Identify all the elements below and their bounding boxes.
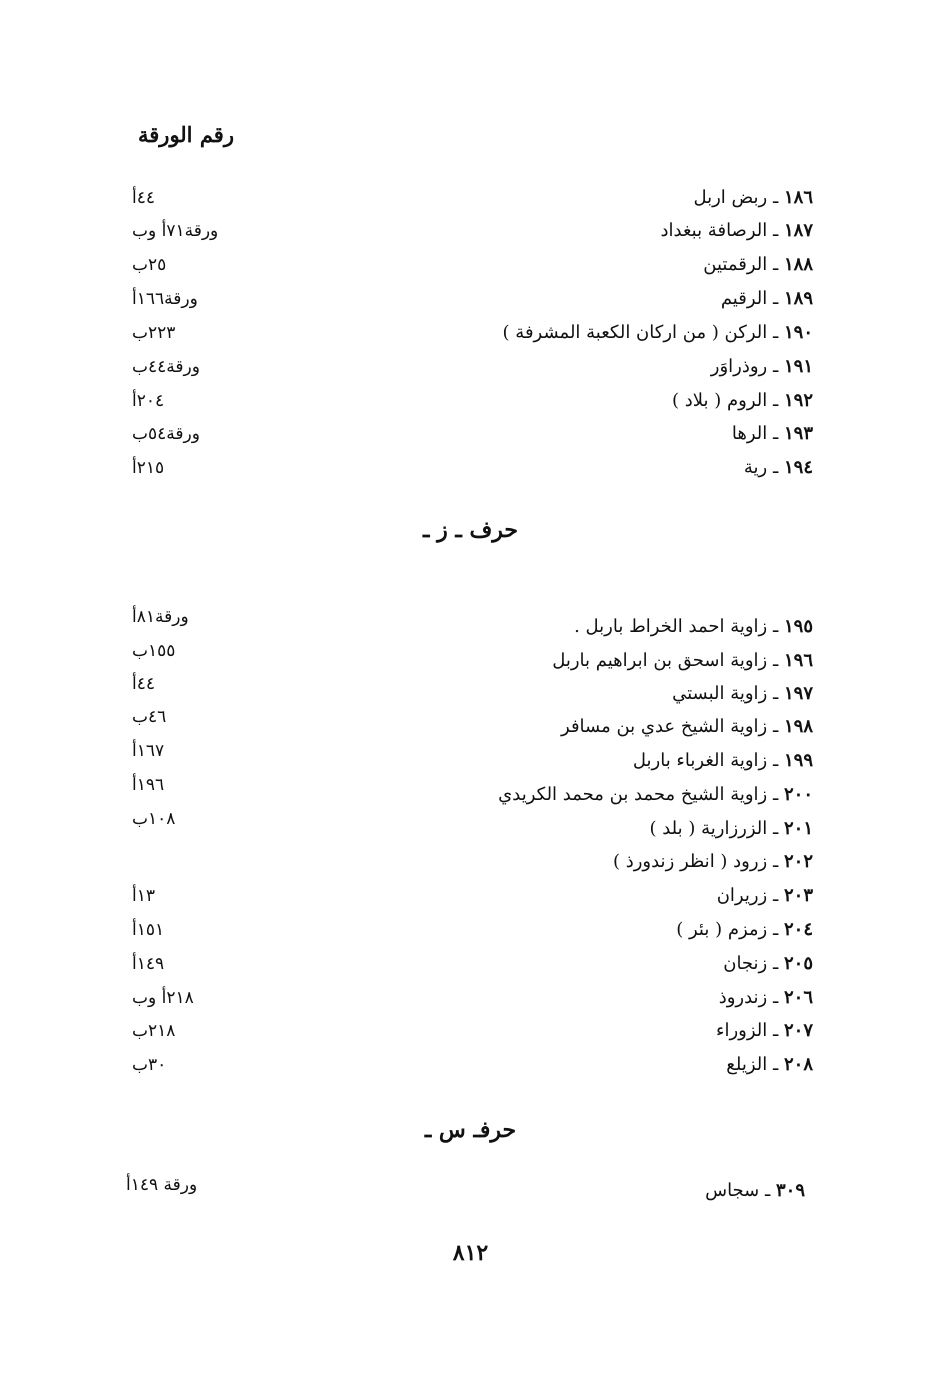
entry-text bbox=[723, 949, 813, 979]
folio-ref: ١٦٧أ bbox=[132, 741, 165, 761]
list-item bbox=[0, 250, 941, 280]
entry-name: ـ زاوية احمد الخراط باربل . bbox=[574, 616, 779, 637]
list-item bbox=[0, 419, 941, 449]
entry-text bbox=[705, 1176, 805, 1206]
folio-ref: ٢٥ب bbox=[132, 255, 167, 275]
entry-number: ١٩٤ bbox=[783, 457, 813, 478]
entry-number: ٢٠١ bbox=[783, 818, 813, 839]
entry-number: ١٩٩ bbox=[783, 750, 813, 771]
entry-name: ـ الرقمتين bbox=[703, 254, 779, 275]
entry-number: ١٨٦ bbox=[783, 187, 813, 208]
entry-name: ـ الروم ( بلاد ) bbox=[672, 390, 779, 411]
entry-text bbox=[711, 352, 813, 382]
entry-text bbox=[552, 646, 813, 676]
folio-ref: ورقة١٦٦أ bbox=[132, 289, 198, 309]
entry-text bbox=[561, 712, 813, 742]
entry-number: ١٩٢ bbox=[783, 390, 813, 411]
entry-number: ١٩٥ bbox=[783, 616, 813, 637]
folio-ref: ورقة٤٤ب bbox=[132, 357, 200, 377]
section-heading: حرف ـ ز ـ bbox=[422, 517, 519, 543]
folio-ref: ٢٠٤أ bbox=[132, 391, 165, 411]
entry-name: ـ زمزم ( بئر ) bbox=[676, 919, 779, 940]
entry-text bbox=[574, 612, 813, 642]
entry-text bbox=[672, 679, 813, 709]
entry-text bbox=[613, 847, 813, 877]
entry-name: ـ زندروذ bbox=[718, 987, 779, 1008]
entry-text bbox=[726, 1050, 813, 1080]
folio-ref: ورقة٧١أ وب bbox=[132, 221, 219, 241]
entry-text bbox=[716, 1016, 813, 1046]
list-item bbox=[0, 1050, 941, 1080]
entry-number: ٣٠٩ bbox=[775, 1180, 805, 1201]
list-item bbox=[0, 949, 941, 979]
list-item bbox=[0, 386, 941, 416]
section-heading: حرفـ س ـ bbox=[424, 1117, 517, 1143]
entry-name: ـ زنجان bbox=[723, 953, 779, 974]
entry-name: ـ ربض اربل bbox=[693, 187, 779, 208]
list-item bbox=[0, 284, 941, 314]
entry-number: ٢٠٥ bbox=[783, 953, 813, 974]
folio-ref: ورقة٨١أ bbox=[132, 607, 189, 627]
entry-number: ٢٠٧ bbox=[783, 1020, 813, 1041]
entry-name: ـ الرقيم bbox=[720, 288, 779, 309]
list-item bbox=[0, 318, 941, 348]
entry-number: ٢٠٠ bbox=[783, 784, 813, 805]
entry-number: ١٩٠ bbox=[783, 322, 813, 343]
folio-ref: ٢٢٣ب bbox=[132, 323, 176, 343]
folio-ref: ٤٤أ bbox=[132, 188, 155, 208]
entry-name: ـ زاوية الغرباء باربل bbox=[632, 750, 779, 771]
entry-name: ـ روذراوَر bbox=[710, 356, 779, 377]
folio-ref: ١٤٩أ bbox=[132, 954, 165, 974]
entry-number: ١٩٧ bbox=[783, 683, 813, 704]
folio-ref: ٤٤أ bbox=[132, 674, 155, 694]
folio-ref: ورقة ١٤٩أ bbox=[126, 1175, 198, 1195]
entry-text bbox=[672, 386, 813, 416]
page-number: ٨١٢ bbox=[452, 1240, 489, 1266]
list-item bbox=[0, 352, 941, 382]
entry-text bbox=[744, 453, 813, 483]
entry-number: ٢٠٣ bbox=[783, 885, 813, 906]
entry-number: ١٩١ bbox=[783, 356, 813, 377]
entry-name: ـ الزرزارية ( بلد ) bbox=[649, 818, 779, 839]
entry-number: ٢٠٦ bbox=[783, 987, 813, 1008]
entry-number: ١٨٨ bbox=[783, 254, 813, 275]
entry-text bbox=[661, 216, 814, 246]
list-item bbox=[0, 915, 941, 945]
list-item bbox=[0, 216, 941, 246]
folio-ref: ٢١٨أ وب bbox=[132, 988, 194, 1008]
folio-ref: ١٥٥ب bbox=[132, 641, 176, 661]
entry-number: ١٩٣ bbox=[783, 423, 813, 444]
entry-name: ـ الرها bbox=[731, 423, 779, 444]
folio-ref: ٢١٨ب bbox=[132, 1021, 176, 1041]
entry-name: ـ زاوية البستي bbox=[672, 683, 779, 704]
entry-text bbox=[717, 881, 813, 911]
entry-name: ـ زرود ( انظر زندورذ ) bbox=[612, 851, 779, 872]
entry-name: ـ زاوية الشيخ عدي بن مسافر bbox=[561, 716, 779, 737]
entry-text bbox=[649, 814, 813, 844]
entry-number: ٢٠٢ bbox=[783, 851, 813, 872]
entry-text bbox=[703, 250, 813, 280]
entry-number: ١٨٧ bbox=[783, 220, 813, 241]
entry-text bbox=[732, 419, 813, 449]
entry-number: ٢٠٨ bbox=[783, 1054, 813, 1075]
entry-name: ـ الركن ( من اركان الكعبة المشرفة ) bbox=[502, 322, 779, 343]
entry-text bbox=[721, 284, 813, 314]
folio-ref: ٢١٥أ bbox=[132, 458, 165, 478]
list-item bbox=[0, 1016, 941, 1046]
entry-text bbox=[498, 780, 813, 810]
list-item bbox=[0, 453, 941, 483]
entry-name: ـ زريران bbox=[716, 885, 779, 906]
list-item bbox=[0, 1176, 941, 1206]
entry-number: ١٩٨ bbox=[783, 716, 813, 737]
entry-name: ـ رية bbox=[743, 457, 779, 478]
list-item bbox=[0, 847, 941, 877]
list-item bbox=[0, 983, 941, 1013]
folio-ref: ورقة٥٤ب bbox=[132, 424, 200, 444]
entry-number: ٢٠٤ bbox=[783, 919, 813, 940]
entry-name: ـ الزيلع bbox=[726, 1054, 779, 1075]
folio-ref: ١٩٦أ bbox=[132, 775, 165, 795]
folio-ref: ١٥١أ bbox=[132, 920, 165, 940]
entry-name: ـ الزوراء bbox=[715, 1020, 779, 1041]
list-item bbox=[0, 809, 941, 844]
folio-ref: ١٣أ bbox=[132, 886, 155, 906]
entry-name: ـ سجاس bbox=[705, 1180, 771, 1201]
entry-name: ـ زاوية اسحق بن ابراهيم باربل bbox=[552, 650, 779, 671]
folio-ref: ٤٦ب bbox=[132, 707, 167, 727]
entry-number: ١٩٦ bbox=[783, 650, 813, 671]
entry-text bbox=[719, 983, 813, 1013]
entry-name: ـ الرصافة ببغداد bbox=[660, 220, 779, 241]
entry-text bbox=[633, 746, 813, 776]
entry-name: ـ زاوية الشيخ محمد بن محمد الكريدي bbox=[498, 784, 779, 805]
entry-text bbox=[676, 915, 813, 945]
entry-text bbox=[693, 183, 813, 213]
list-item bbox=[0, 183, 941, 213]
list-item bbox=[0, 881, 941, 911]
folio-ref: ٣٠ب bbox=[132, 1055, 167, 1075]
folio-ref: ١٠٨ب bbox=[132, 809, 176, 829]
entry-text bbox=[503, 318, 813, 348]
ref-column-title: رقم الورقة bbox=[138, 122, 234, 147]
entry-number: ١٨٩ bbox=[783, 288, 813, 309]
